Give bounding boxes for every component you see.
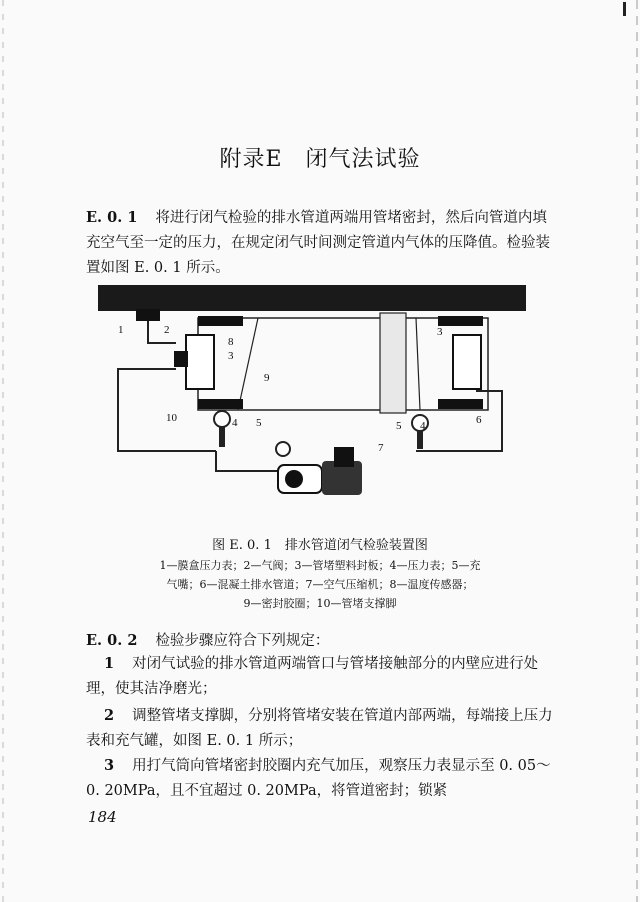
page-number: 184	[88, 808, 117, 826]
step-text-1: 对闭气试验的排水管道两端管口与管堵接触部分的内壁应进行处理，使其洁净磨光；	[86, 656, 539, 697]
diagram-label-3-right: 3	[437, 326, 443, 338]
clause-number-e01: E. 0. 1	[86, 209, 138, 226]
right-gauge-stem	[417, 431, 423, 449]
diagram-label-5-left: 5	[256, 417, 262, 429]
clause-text-e01: 将进行闭气检验的排水管道两端用管堵密封，然后向管道内填充空气至一定的压力，在规定闭气时间测定管道内气体的压降值。检验装置如图 E. 0. 1 所示。	[86, 210, 550, 276]
diagram-label-6: 6	[476, 414, 482, 426]
clause-number-e02: E. 0. 2	[86, 632, 138, 649]
step-item-1	[86, 651, 556, 702]
scan-edge-left	[2, 0, 4, 902]
membrane-gauge	[136, 309, 160, 321]
left-plug-bottom	[198, 399, 243, 409]
ground-slab	[98, 285, 526, 311]
right-plug-top	[438, 316, 483, 326]
diagram-label-4-left: 4	[232, 417, 238, 429]
corner-mark	[623, 2, 626, 16]
step-text-2: 调整管堵支撑脚，分别将管堵安装在管道内部两端，每端接上压力表和充气罐，如图 E. 0. 1 所示；	[86, 708, 553, 749]
apparatus-diagram	[98, 283, 526, 513]
step-item-3	[86, 753, 556, 804]
page-title: 附录E 闭气法试验	[219, 147, 421, 172]
compressor-hose	[216, 451, 283, 471]
step-number-3: 3	[104, 757, 115, 774]
diagram-label-3-left: 3	[228, 350, 234, 362]
figure-legend-line-3: 9—密封胶圈；10—管堵支撑脚	[243, 597, 397, 610]
scan-edge-right	[636, 0, 638, 902]
air-compressor	[278, 447, 362, 495]
diagram-label-8: 8	[228, 336, 234, 348]
step-number-2: 2	[104, 707, 115, 724]
left-pressure-gauge	[214, 411, 230, 427]
diagram-label-2: 2	[164, 324, 170, 336]
pipe-left-taper	[238, 318, 258, 410]
clause-text-e02: 检验步骤应符合下列规定：	[155, 633, 330, 649]
step-text-3: 用打气筒向管堵密封胶圈内充气加压，观察压力表显示至 0. 05～0. 20MPa，且不宜超过 0. 20MPa，将管道密封；锁紧	[86, 758, 551, 799]
left-plug-support	[174, 351, 188, 367]
left-plug	[186, 335, 214, 389]
figure-legend-line-1: 1—膜盒压力表；2—气阀；3—管堵塑料封板；4—压力表；5—充	[159, 559, 481, 572]
center-pressure-gauge	[276, 442, 290, 456]
step-number-1: 1	[104, 655, 115, 672]
diagram-label-4-right: 4	[420, 420, 426, 432]
left-gauge-stem	[219, 427, 225, 447]
gauge-hose	[148, 321, 176, 343]
pipe-right-taper	[416, 318, 420, 410]
diagram-label-10: 10	[166, 412, 177, 424]
left-plug-top	[198, 316, 243, 326]
diagram-label-9: 9	[264, 372, 270, 384]
diagram-label-1: 1	[118, 324, 124, 336]
figure-caption: 图 E. 0. 1 排水管道闭气检验装置图	[212, 538, 428, 553]
diagram-label-7: 7	[378, 442, 384, 454]
paragraph-e01	[86, 205, 556, 281]
figure-legend-line-2: 气嘴；6—混凝土排水管道；7—空气压缩机；8—温度传感器；	[166, 578, 474, 591]
diagram-label-5-right: 5	[396, 420, 402, 432]
pipe-joint	[380, 313, 406, 413]
right-plug-bottom	[438, 399, 483, 409]
right-plug	[453, 335, 481, 389]
step-item-2	[86, 703, 556, 754]
